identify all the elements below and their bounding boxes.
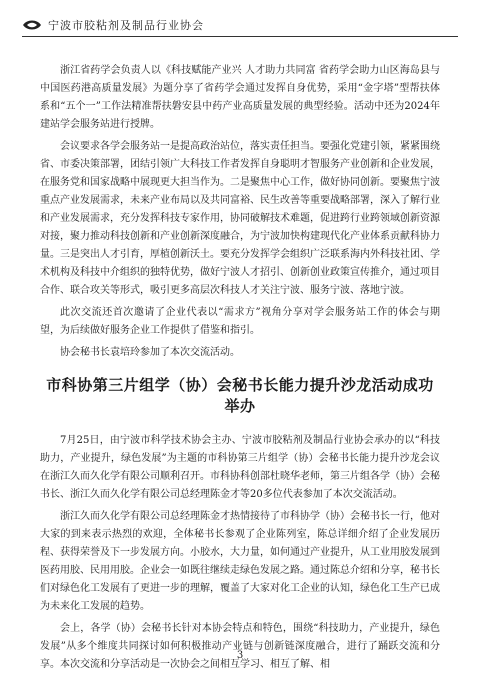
section-title: 市科协第三片组学（协）会秘书长能力提升沙龙活动成功举办 xyxy=(46,376,434,415)
paragraph: 会上，各学（协）会秘书长针对本协会特点和特色，围绕“科技助力，产业提升，绿色发展”从多个维度共同探讨如何积极推动产业链与创新链深度融合，进行了踊跃交流和分享。本次交流和分享活动是一次协会之间相互学习、相互了解、相 xyxy=(40,623,440,670)
article-body xyxy=(40,62,440,678)
header-title: 宁波市胶粘剂及制品行业协会 xyxy=(48,19,204,32)
paragraph: 协会秘书长袁培玲参加了本次交流活动。 xyxy=(60,347,240,358)
paragraph: 浙江久而久化学有限公司总经理陈金才热情接待了市科协学（协）会秘书长一行，他对大家的到来表示热烈的欢迎，全体秘书长参观了企业陈列室，陈总详细介绍了企业发展历程、获得荣誉及下一步发展方向。小胶水，大力量，如何通过产业提升，从工业用胶发展到医药用胶、民用用胶。企业会一如既往继续走绿色发展之路。通过陈总介绍和分享，秘书长们对绿色化工发展有了更进一步的理解，覆盖了大家对化工企业的认知，绿色化工生产已成为未来化工发展的趋势。 xyxy=(40,511,440,612)
paragraph: 7月25日，由宁波市科学技术协会主办、宁波市胶粘剂及制品行业协会承办的以“科技助力，产业提升，绿色发展”为主题的市科协第三片组学（协）会秘书长能力提升沙龙会议在浙江久而久化学有限公司顺利召开。市科协科创部杜晓华老师，第三片组各学（协）会秘书长、浙江久而久化学有限公司总经理陈金才等20多位代表参加了本次交流活动。 xyxy=(40,435,440,500)
association-logo-icon xyxy=(22,18,42,32)
paragraph: 此次交流还首次邀请了企业代表以“需求方”视角分享对学会服务站工作的体会与期望，为后续做好服务企业工作提供了借鉴和指引。 xyxy=(40,307,440,336)
page-number: 3 xyxy=(236,650,244,661)
page-header xyxy=(22,14,458,36)
paragraph: 浙江省药学会负责人以《科技赋能产业兴 人才助力共同富 省药学会助力山区海岛县与中国医药港高质量发展》为题分享了省药学会通过发挥自身优势，采用“金字塔”型帮扶体系和“五个一”工作法精准帮扶磐安县中药产业高质量发展的典型经验。活动中还为2024年建站学会服务站进行授牌。 xyxy=(40,65,440,130)
header-divider xyxy=(22,36,458,37)
paragraph: 会议要求各学会服务站一是提高政治站位，落实责任担当。要强化党建引领，紧紧围绕省、市委决策部署，团结引领广大科技工作者发挥自身聪明才智服务产业创新和企业发展，在服务党和国家战略中展现更大担当作为。二是聚焦中心工作，做好协同创新。要聚焦宁波重点产业发展需求，未来产业布局以及共同富裕、民生改善等重要战略部署，深入了解行业和产业发展需求，充分发挥科技专家作用，协同破解技术难题，促进跨行业跨领域创新资源对接，聚力推动科技创新和产业创新深度融合，为宁波加快构建现代化产业体系贡献科协力量。三是突出人才引育，厚植创新沃土。要充分发挥学会组织广泛联系海内外科技社团、学术机构及科技中介组织的独特优势，做好宁波人才招引、创新创业政策宣传推介，通过项目合作、联合攻关等形式，吸引更多高层次科技人才关注宁波、服务宁波、落地宁波。 xyxy=(40,141,440,296)
